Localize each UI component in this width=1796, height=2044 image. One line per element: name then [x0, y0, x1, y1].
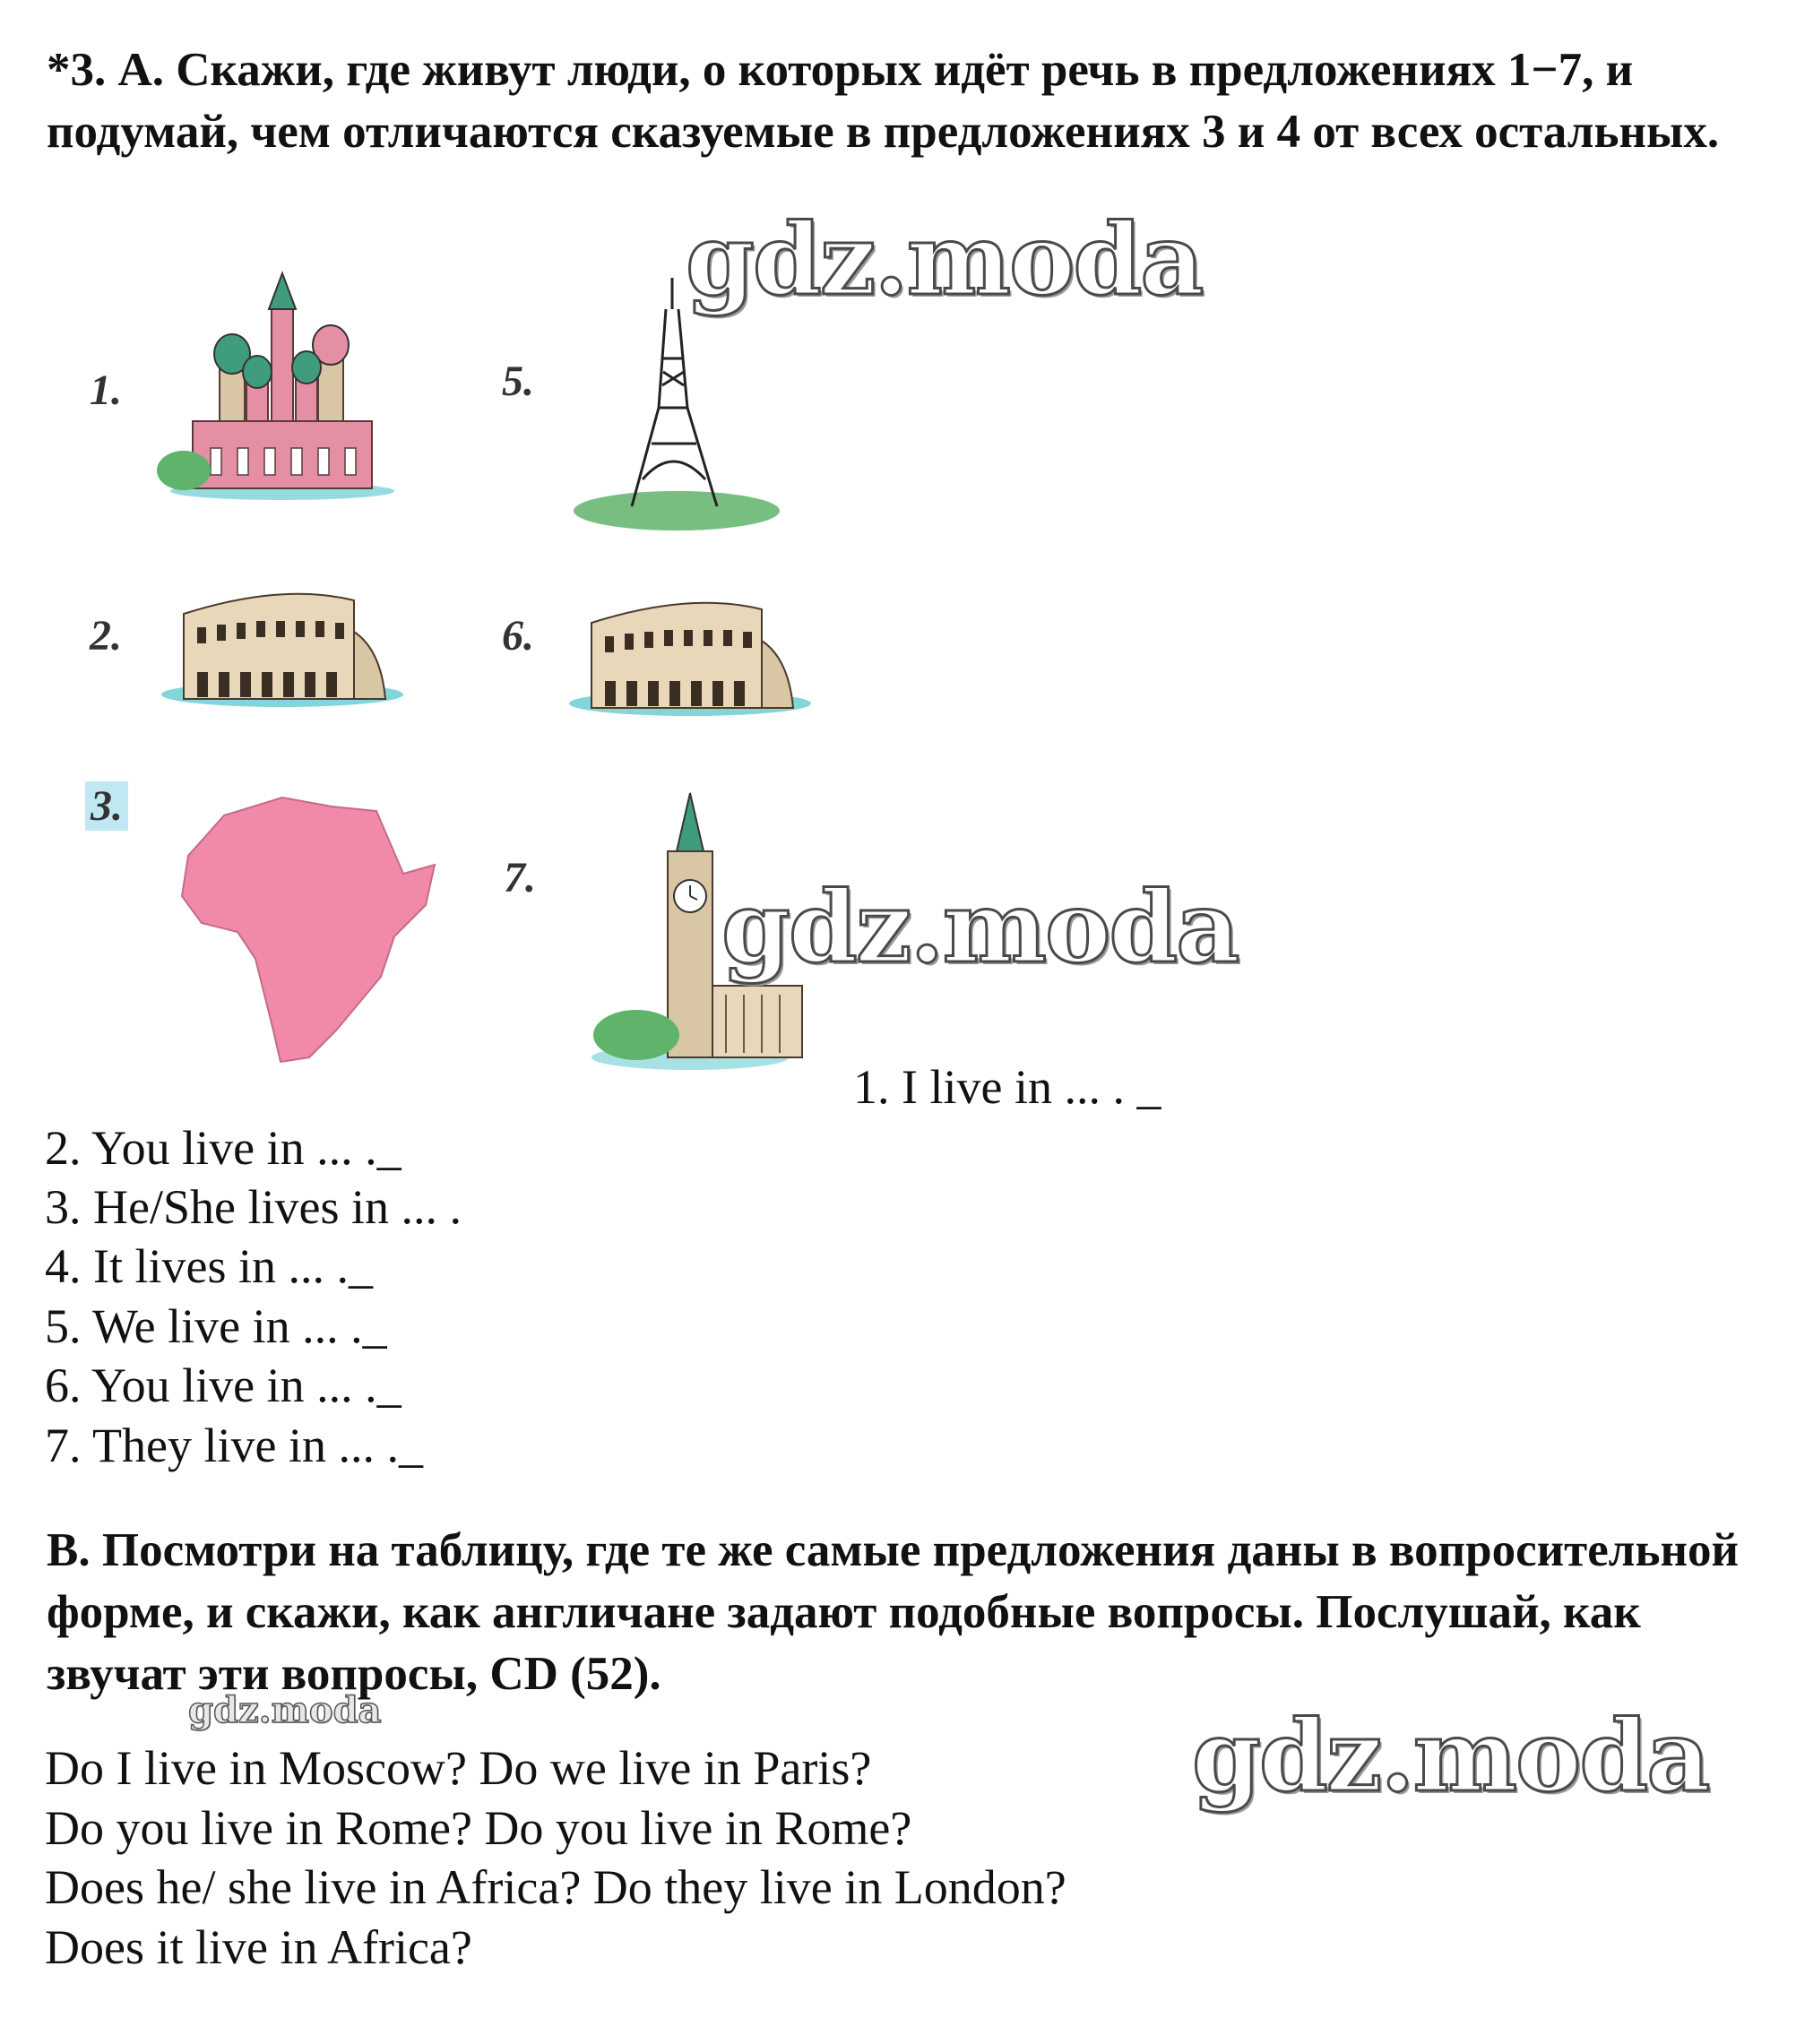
- picture-number-6: 6.: [502, 612, 534, 660]
- sentence-6: 6. You live in ... ._: [45, 1358, 402, 1412]
- watermark-middle: gdz.moda: [721, 869, 1239, 985]
- question-line-4: Does it live in Africa?: [45, 1920, 472, 1974]
- picture-number-7: 7.: [504, 854, 536, 901]
- watermark-top: gdz.moda: [686, 202, 1203, 317]
- watermark-bottom: gdz.moda: [1192, 1698, 1709, 1814]
- sentence-1: 1. I live in ... . _: [853, 1060, 1161, 1114]
- sentence-3: 3. He/She lives in ... .: [45, 1180, 462, 1234]
- sentence-4: 4. It lives in ... ._: [45, 1239, 373, 1293]
- sentence-7: 7. They live in ... ._: [45, 1419, 423, 1472]
- st-basil-cathedral-icon: [157, 269, 399, 502]
- sentence-5: 5. We live in ... ._: [45, 1299, 387, 1353]
- picture-number-2: 2.: [90, 612, 122, 660]
- picture-number-3: 3.: [85, 781, 128, 831]
- question-line-3: Does he/ she live in Africa? Do they live in London?: [45, 1860, 1066, 1914]
- sentence-2: 2. You live in ... ._: [45, 1121, 402, 1175]
- question-line-1: Do I live in Moscow? Do we live in Paris?: [45, 1741, 872, 1795]
- colosseum-icon-2: [161, 578, 403, 730]
- watermark-small: gdz.moda: [188, 1689, 382, 1731]
- question-line-2: Do you live in Rome? Do you live in Rome?: [45, 1801, 912, 1855]
- task-b-text: B. Посмотри на таблицу, где те же самые предложения даны в вопросительной форме, и скажи, как англичане задают подобные вопросы. Послушай, как звучат эти вопросы, CD (52).: [47, 1524, 1740, 1700]
- colosseum-icon-6: [569, 587, 811, 739]
- task-a-text: *3. А. Скажи, где живут люди, о которых идёт речь в предложениях 1−7, и подумай, чем отличаются сказуемые в предложениях 3 и 4 от всех остальных.: [47, 44, 1720, 158]
- picture-number-5: 5.: [502, 358, 534, 405]
- africa-map-icon: [175, 789, 444, 1075]
- picture-number-1: 1.: [90, 367, 122, 414]
